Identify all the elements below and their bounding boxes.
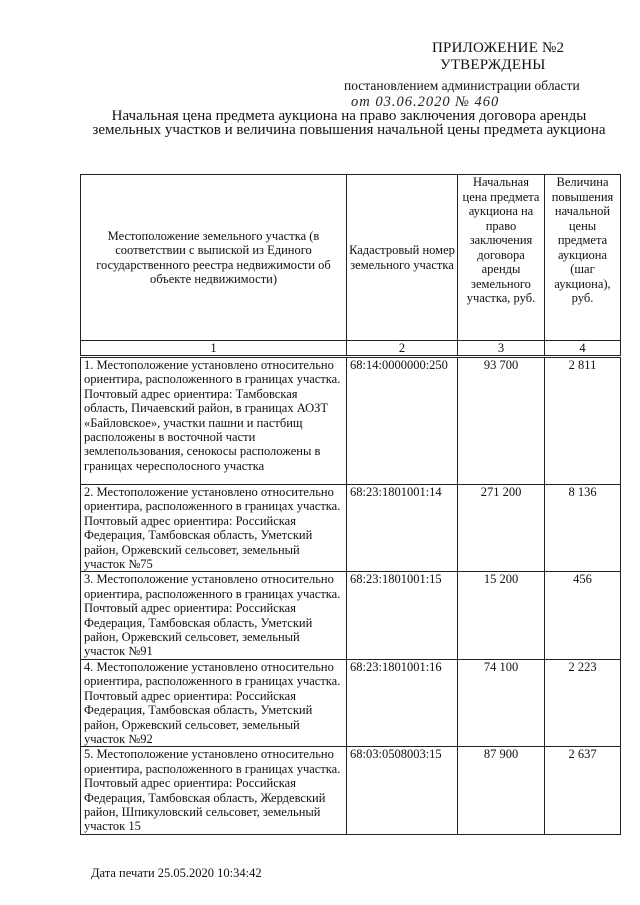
location-cell: 4. Местоположение установлено относительно ориентира, расположенного в границах участка. Почтовый адрес ориентира: Российская Федерация, Тамбовская область, Уметский район, Оржевский сельсовет, земельный участок №92	[81, 659, 347, 746]
cadastral-cell: 68:23:1801001:15	[347, 572, 458, 659]
table-row	[81, 572, 621, 659]
table-row	[81, 659, 621, 746]
price-cell: 93 700	[458, 357, 545, 485]
auction-table	[80, 174, 621, 835]
cadastral-cell: 68:14:0000000:250	[347, 357, 458, 485]
column-header-location: Местоположение земельного участка (в соответствии с выпиской из Единого государственного реестра недвижимости об объекте недвижимости)	[81, 175, 347, 341]
print-date: Дата печати 25.05.2020 10:34:42	[91, 866, 262, 880]
step-cell: 8 136	[545, 485, 621, 572]
handwritten-date-number: от 03.06.2020 № 460	[351, 94, 500, 110]
location-cell: 1. Местоположение установлено относительно ориентира, расположенного в границах участка. Почтовый адрес ориентира: Тамбовская область, Пичаевский район, в границах АОЗТ «Байловское», участки пашни и пастбищ расположены в восточной части землепользования, сенокосы расположены в границах чересполосного участка	[81, 357, 347, 485]
price-cell: 15 200	[458, 572, 545, 659]
column-number: 2	[347, 341, 458, 357]
document-title: Начальная цена предмета аукциона на право заключения договора аренды земельных участков и величина повышения начальной цены предмета аукциона	[92, 108, 606, 138]
column-number: 1	[81, 341, 347, 357]
approved-label: УТВЕРЖДЕНЫ	[440, 57, 546, 73]
column-number: 4	[545, 341, 621, 357]
table-header-row	[81, 175, 621, 341]
cadastral-cell: 68:03:0508003:15	[347, 747, 458, 834]
column-header-auction-step: Величина повышения начальной цены предмета аукциона (шаг аукциона), руб.	[545, 175, 621, 341]
column-number-row	[81, 341, 621, 357]
location-cell: 3. Местоположение установлено относительно ориентира, расположенного в границах участка. Почтовый адрес ориентира: Российская Федерация, Тамбовская область, Уметский район, Оржевский сельсовет, земельный участок №91	[81, 572, 347, 659]
step-cell: 2 637	[545, 747, 621, 834]
table-row	[81, 747, 621, 834]
table-row	[81, 485, 621, 572]
table-row	[81, 357, 621, 485]
cadastral-cell: 68:23:1801001:14	[347, 485, 458, 572]
appendix-label: ПРИЛОЖЕНИЕ №2	[432, 40, 565, 56]
cadastral-cell: 68:23:1801001:16	[347, 659, 458, 746]
price-cell: 271 200	[458, 485, 545, 572]
decree-label: постановлением администрации области	[344, 78, 580, 93]
column-header-initial-price: Начальная цена предмета аукциона на право заключения договора аренды земельного участка, руб.	[458, 175, 545, 341]
step-cell: 2 811	[545, 357, 621, 485]
location-cell: 5. Местоположение установлено относительно ориентира, расположенного в границах участка. Почтовый адрес ориентира: Российская Федерация, Тамбовская область, Жердевский район, Шпикуловский сельсовет, земельный участок 15	[81, 747, 347, 834]
price-cell: 87 900	[458, 747, 545, 834]
column-number: 3	[458, 341, 545, 357]
location-cell: 2. Местоположение установлено относительно ориентира, расположенного в границах участка. Почтовый адрес ориентира: Российская Федерация, Тамбовская область, Уметский район, Оржевский сельсовет, земельный участок №75	[81, 485, 347, 572]
step-cell: 2 223	[545, 659, 621, 746]
column-header-cadastral: Кадастровый номер земельного участка	[347, 175, 458, 341]
price-cell: 74 100	[458, 659, 545, 746]
step-cell: 456	[545, 572, 621, 659]
